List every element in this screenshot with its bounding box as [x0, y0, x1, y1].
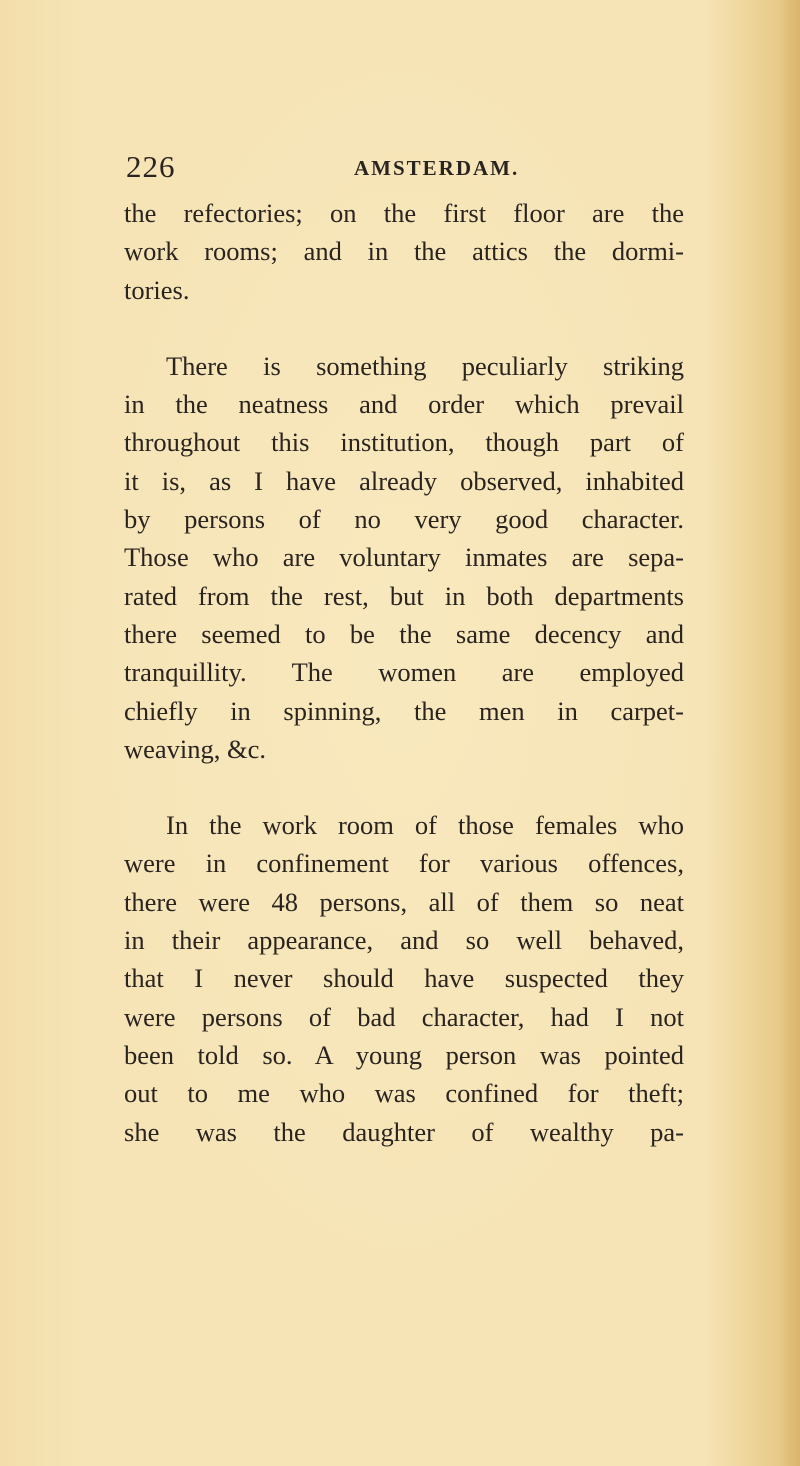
paragraph [124, 194, 684, 309]
text-line: work rooms; and in the attics the dormi- [124, 236, 684, 267]
text-line: Those who are voluntary inmates are sepa- [124, 542, 684, 573]
text-line: tranquillity. The women are employed [124, 657, 684, 688]
text-line: There is something peculiarly striking [166, 350, 684, 381]
paragraph [124, 347, 684, 768]
text-line: In the work room of those females who [166, 810, 684, 841]
text-line: that I never should have suspected they [124, 963, 684, 994]
text-line: she was the daughter of wealthy pa- [124, 1116, 684, 1147]
text-line: weaving, &c. [124, 733, 267, 764]
text-line: been told so. A young person was pointed [124, 1039, 684, 1070]
text-line: out to me who was confined for theft; [124, 1078, 684, 1109]
text-line: chiefly in spinning, the men in carpet- [124, 695, 684, 726]
text-line: it is, as I have already observed, inhabited [124, 465, 684, 496]
text-line: the refectories; on the first floor are the [124, 198, 684, 228]
paragraph [124, 806, 684, 1151]
text-line: by persons of no very good character. [124, 504, 684, 535]
text-line: there seemed to be the same decency and [124, 618, 684, 649]
body-text [124, 194, 684, 1151]
text-line: rated from the rest, but in both departments [124, 580, 684, 611]
page-edge-shadow [778, 0, 800, 1466]
text-line: in their appearance, and so well behaved, [124, 925, 684, 956]
text-line: there were 48 persons, all of them so neat [124, 886, 684, 917]
text-line: were in confinement for various offences, [124, 848, 684, 879]
text-line: were persons of bad character, had I not [124, 1001, 684, 1032]
page-number: 226 [126, 149, 176, 184]
running-head: AMSTERDAM. [354, 156, 520, 180]
text-line: in the neatness and order which prevail [124, 389, 684, 420]
page-header [126, 147, 686, 187]
text-line: tories. [124, 274, 190, 305]
text-line: throughout this institution, though part of [124, 427, 684, 458]
